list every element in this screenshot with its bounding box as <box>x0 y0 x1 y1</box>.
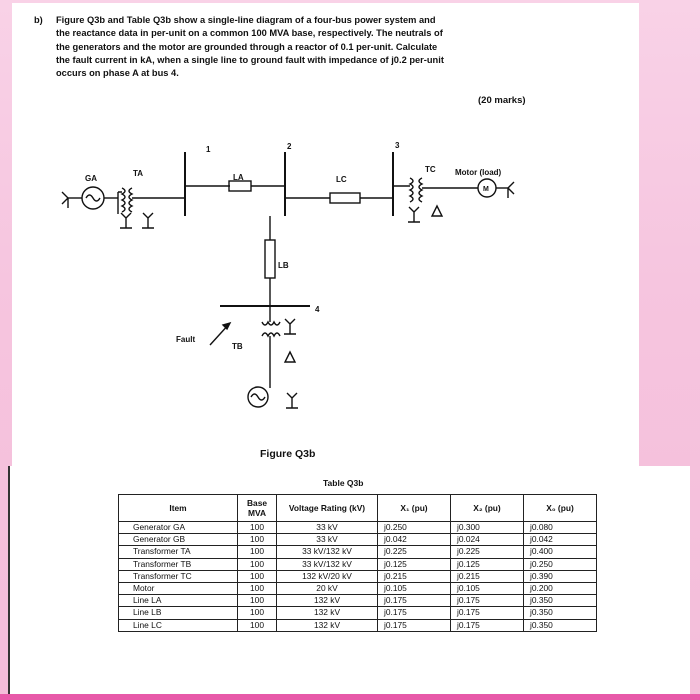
reactance-table <box>118 494 597 632</box>
table-cell: j0.175 <box>451 607 524 619</box>
trans-a-label: TA <box>133 169 144 178</box>
table-cell: j0.215 <box>451 570 524 582</box>
table-cell: Transformer TC <box>119 570 238 582</box>
table-cell: 100 <box>238 546 277 558</box>
table-cell: Transformer TA <box>119 546 238 558</box>
table-cell: j0.350 <box>524 619 597 631</box>
table-cell: j0.175 <box>378 595 451 607</box>
col-header: Voltage Rating (kV) <box>277 495 378 522</box>
table-cell: j0.042 <box>378 534 451 546</box>
motor-label: Motor (load) <box>455 168 502 177</box>
table-row <box>119 607 597 619</box>
col-header: X₀ (pu) <box>524 495 597 522</box>
figure-caption: Figure Q3b <box>260 448 316 460</box>
table-cell: j0.300 <box>451 522 524 534</box>
table-cell: j0.105 <box>451 582 524 594</box>
fault-label: Fault <box>176 335 196 344</box>
table-cell: 100 <box>238 558 277 570</box>
table-cell: 100 <box>238 595 277 607</box>
table-cell: 132 kV/20 kV <box>277 570 378 582</box>
line-la <box>229 181 251 191</box>
col-header: X₂ (pu) <box>451 495 524 522</box>
question-line: the fault current in kA, when a single line to ground fault with impedance of j0.2 per-unit <box>56 54 444 65</box>
table-cell: j0.400 <box>524 546 597 558</box>
table-cell: j0.024 <box>451 534 524 546</box>
table-cell: 33 kV <box>277 534 378 546</box>
bottom-strip <box>0 694 700 700</box>
table-cell: 33 kV/132 kV <box>277 546 378 558</box>
table-cell: 132 kV <box>277 595 378 607</box>
bus-2-label: 2 <box>287 142 292 151</box>
table-cell: j0.125 <box>378 558 451 570</box>
line-b-label: LB <box>278 261 289 270</box>
col-header: Base MVA <box>238 495 277 522</box>
table-cell: 20 kV <box>277 582 378 594</box>
table-cell: Generator GB <box>119 534 238 546</box>
table-cell: j0.175 <box>378 619 451 631</box>
question-line: the reactance data in per-unit on a common 100 MVA base, respectively. The neutrals of <box>56 28 443 39</box>
question-label: b) <box>34 15 43 25</box>
table-cell: j0.080 <box>524 522 597 534</box>
table-cell: j0.390 <box>524 570 597 582</box>
table-cell: j0.175 <box>378 607 451 619</box>
table-row <box>119 558 597 570</box>
table-cell: 100 <box>238 522 277 534</box>
table-cell: Motor <box>119 582 238 594</box>
table-cell: 100 <box>238 582 277 594</box>
trans-c-label: TC <box>425 165 436 174</box>
gen-a-label: GA <box>85 174 97 183</box>
table-title: Table Q3b <box>323 478 364 488</box>
table-row <box>119 582 597 594</box>
table-cell: 33 kV <box>277 522 378 534</box>
table-cell: 100 <box>238 607 277 619</box>
table-row <box>119 534 597 546</box>
table-cell: 132 kV <box>277 619 378 631</box>
trans-b-label: TB <box>232 342 243 351</box>
table-cell: j0.200 <box>524 582 597 594</box>
question-line: Figure Q3b and Table Q3b show a single-line diagram of a four-bus power system and <box>56 15 436 25</box>
table-cell: 100 <box>238 534 277 546</box>
bus-4-label: 4 <box>315 305 320 314</box>
table-cell: Transformer TB <box>119 558 238 570</box>
line-lb <box>265 240 275 278</box>
table-cell: j0.225 <box>451 546 524 558</box>
table-cell: j0.225 <box>378 546 451 558</box>
bus-3-label: 3 <box>395 141 400 150</box>
col-header: Item <box>119 495 238 522</box>
table-cell: Line LA <box>119 595 238 607</box>
table-cell: j0.350 <box>524 595 597 607</box>
motor-symbol-label: M <box>483 186 489 193</box>
table-row <box>119 570 597 582</box>
table-cell: Line LB <box>119 607 238 619</box>
table-row <box>119 522 597 534</box>
table-cell: 100 <box>238 619 277 631</box>
marks: (20 marks) <box>478 95 526 106</box>
table-cell: j0.250 <box>524 558 597 570</box>
table-cell: Line LC <box>119 619 238 631</box>
bus-1-label: 1 <box>206 145 211 154</box>
table-cell: j0.215 <box>378 570 451 582</box>
table-cell: Generator GA <box>119 522 238 534</box>
table-row <box>119 619 597 631</box>
table-cell: j0.350 <box>524 607 597 619</box>
question-line: the generators and the motor are grounded through a reactor of 0.1 per-unit. Calculate <box>56 41 438 52</box>
table-cell: j0.105 <box>378 582 451 594</box>
table-cell: j0.175 <box>451 595 524 607</box>
table-cell: 33 kV/132 kV <box>277 558 378 570</box>
table-cell: j0.042 <box>524 534 597 546</box>
question-line: occurs on phase A at bus 4. <box>56 68 179 79</box>
table-row <box>119 546 597 558</box>
line-a-label: LA <box>233 173 244 182</box>
table-cell: 132 kV <box>277 607 378 619</box>
table-cell: j0.250 <box>378 522 451 534</box>
line-lc <box>330 193 360 203</box>
col-header: X₁ (pu) <box>378 495 451 522</box>
table-cell: j0.125 <box>451 558 524 570</box>
table-row <box>119 595 597 607</box>
table-header-row <box>119 495 597 522</box>
table-cell: j0.175 <box>451 619 524 631</box>
line-c-label: LC <box>336 175 347 184</box>
table-cell: 100 <box>238 570 277 582</box>
